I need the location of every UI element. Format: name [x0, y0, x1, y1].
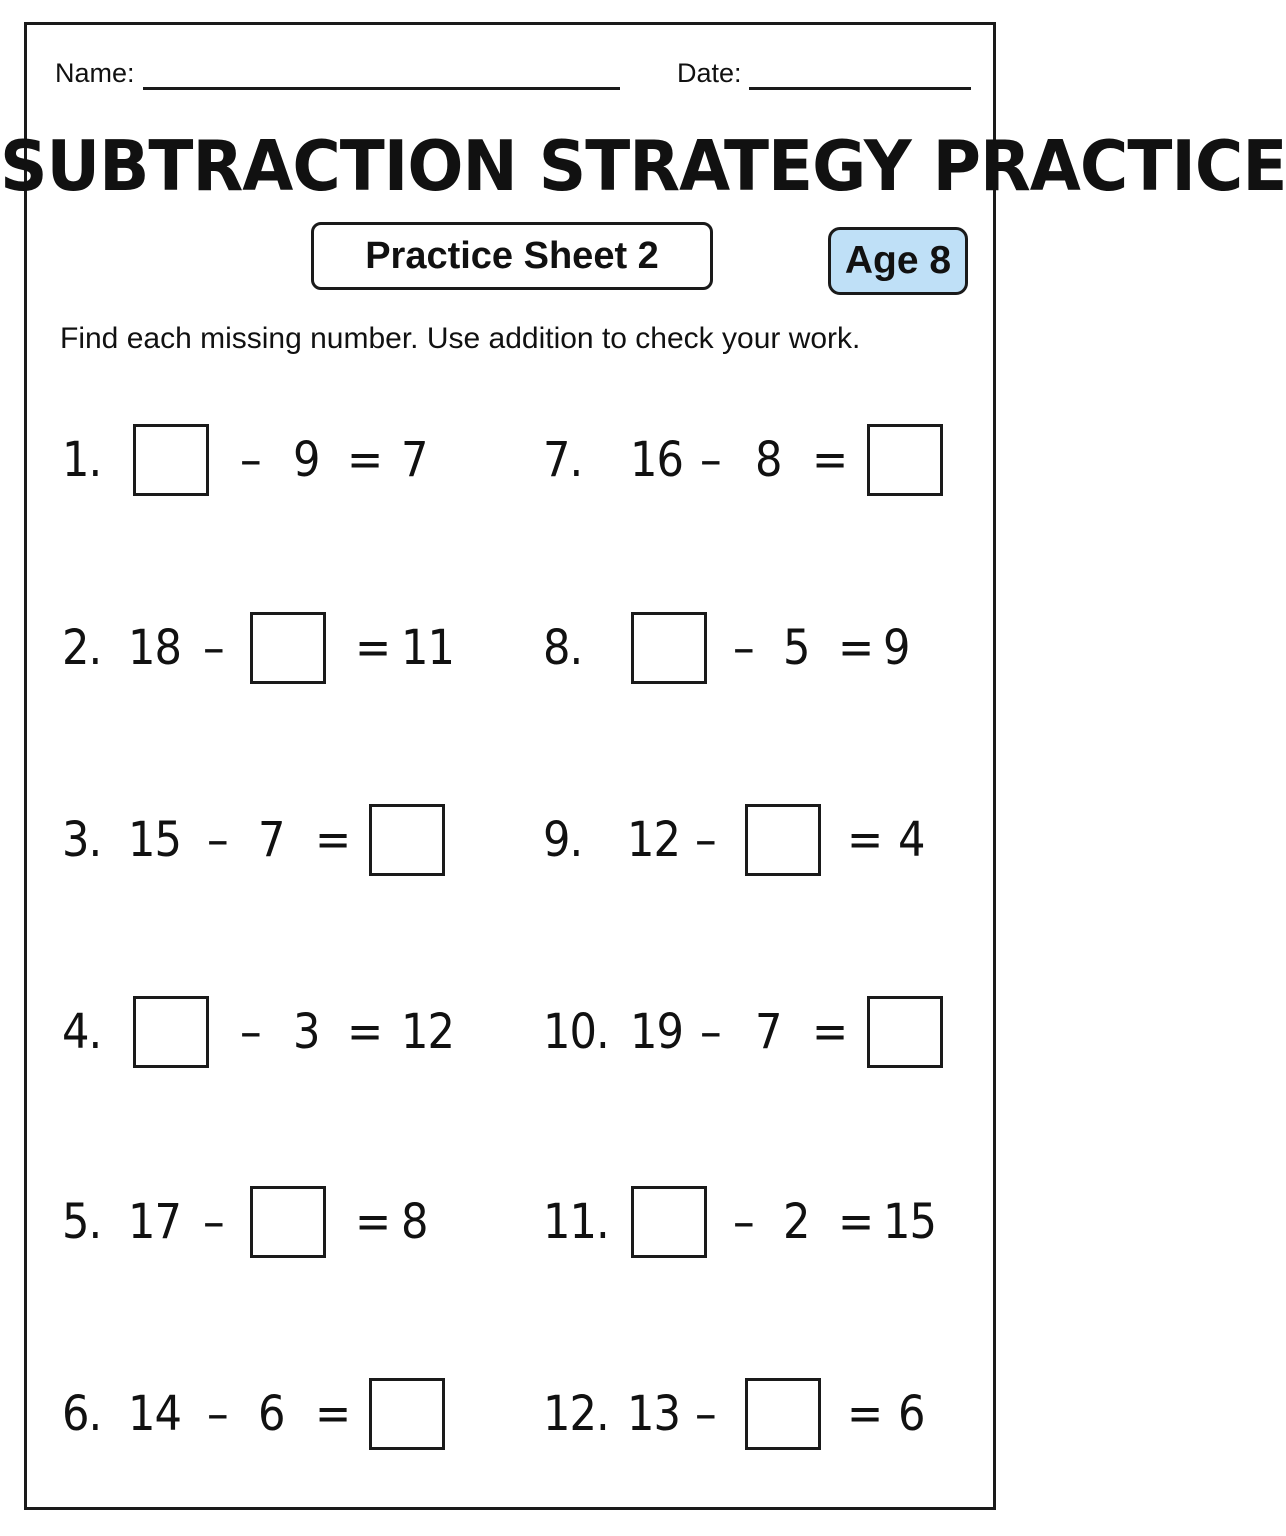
- problem-2-number: 2.: [62, 620, 102, 676]
- problem-10-operand-a: 19: [630, 1004, 683, 1060]
- problem-6-minus-sign: –: [207, 1386, 229, 1442]
- problem-11-minus-sign: –: [733, 1194, 755, 1250]
- date-label: Date:: [677, 58, 742, 88]
- problem-12-operand-c: 6: [898, 1386, 925, 1442]
- problem-9-answer-box[interactable]: [745, 804, 821, 876]
- problem-2-operand-c: 11: [401, 620, 454, 676]
- problem-7-operand-b: 8: [755, 432, 782, 488]
- problem-1-number: 1.: [62, 432, 102, 488]
- problem-4-equals-sign: =: [347, 1004, 384, 1060]
- problem-12-answer-box[interactable]: [745, 1378, 821, 1450]
- problem-4-answer-box[interactable]: [133, 996, 209, 1068]
- problem-2-equals-sign: =: [355, 620, 392, 676]
- problem-10-equals-sign: =: [812, 1004, 849, 1060]
- problem-7-answer-box[interactable]: [867, 424, 943, 496]
- problem-3-operand-a: 15: [128, 812, 181, 868]
- problem-7-minus-sign: –: [700, 432, 722, 488]
- problem-11-answer-box[interactable]: [631, 1186, 707, 1258]
- problem-10-operand-b: 7: [755, 1004, 782, 1060]
- date-line[interactable]: [749, 87, 971, 90]
- problem-5-operand-c: 8: [401, 1194, 428, 1250]
- problem-2-minus-sign: –: [203, 620, 225, 676]
- problem-6-operand-b: 6: [258, 1386, 285, 1442]
- problem-11-operand-c: 15: [883, 1194, 936, 1250]
- problem-7-equals-sign: =: [812, 432, 849, 488]
- problem-7-operand-a: 16: [630, 432, 683, 488]
- practice-sheet-label: Practice Sheet 2: [311, 222, 713, 290]
- problem-1-answer-box[interactable]: [133, 424, 209, 496]
- problem-7-number: 7.: [543, 432, 583, 488]
- problem-10-number: 10.: [543, 1004, 609, 1060]
- problem-2-answer-box[interactable]: [250, 612, 326, 684]
- problem-1-operand-c: 7: [401, 432, 428, 488]
- problem-8-answer-box[interactable]: [631, 612, 707, 684]
- problem-12-number: 12.: [543, 1386, 609, 1442]
- problem-9-equals-sign: =: [847, 812, 884, 868]
- problem-4-minus-sign: –: [240, 1004, 262, 1060]
- problem-11-number: 11.: [543, 1194, 609, 1250]
- problem-8-operand-c: 9: [883, 620, 910, 676]
- problem-8-number: 8.: [543, 620, 583, 676]
- problem-4-operand-b: 3: [293, 1004, 320, 1060]
- problem-11-operand-b: 2: [783, 1194, 810, 1250]
- problem-9-operand-a: 12: [627, 812, 680, 868]
- problem-3-number: 3.: [62, 812, 102, 868]
- problem-6-operand-a: 14: [128, 1386, 181, 1442]
- problem-3-operand-b: 7: [258, 812, 285, 868]
- problem-5-answer-box[interactable]: [250, 1186, 326, 1258]
- page-title: SUBTRACTION STRATEGY PRACTICE: [0, 126, 1286, 207]
- problem-4-number: 4.: [62, 1004, 102, 1060]
- problem-1-equals-sign: =: [347, 432, 384, 488]
- problem-8-minus-sign: –: [733, 620, 755, 676]
- problem-10-minus-sign: –: [700, 1004, 722, 1060]
- problem-1-operand-b: 9: [293, 432, 320, 488]
- instructions: Find each missing number. Use addition to check your work.: [60, 322, 861, 355]
- problem-3-equals-sign: =: [315, 812, 352, 868]
- problem-5-equals-sign: =: [355, 1194, 392, 1250]
- problem-6-equals-sign: =: [315, 1386, 352, 1442]
- problem-4-operand-c: 12: [401, 1004, 454, 1060]
- problem-1-minus-sign: –: [240, 432, 262, 488]
- problem-9-minus-sign: –: [695, 812, 717, 868]
- problem-12-operand-a: 13: [627, 1386, 680, 1442]
- problem-8-operand-b: 5: [783, 620, 810, 676]
- problem-3-answer-box[interactable]: [369, 804, 445, 876]
- problem-6-number: 6.: [62, 1386, 102, 1442]
- problem-5-number: 5.: [62, 1194, 102, 1250]
- problem-9-number: 9.: [543, 812, 583, 868]
- problem-5-minus-sign: –: [203, 1194, 225, 1250]
- problem-10-answer-box[interactable]: [867, 996, 943, 1068]
- problem-12-minus-sign: –: [695, 1386, 717, 1442]
- problem-3-minus-sign: –: [207, 812, 229, 868]
- name-line[interactable]: [143, 87, 620, 90]
- problem-12-equals-sign: =: [847, 1386, 884, 1442]
- problem-6-answer-box[interactable]: [369, 1378, 445, 1450]
- problem-5-operand-a: 17: [128, 1194, 181, 1250]
- problem-11-equals-sign: =: [838, 1194, 875, 1250]
- problem-2-operand-a: 18: [128, 620, 181, 676]
- problem-8-equals-sign: =: [838, 620, 875, 676]
- name-label: Name:: [55, 58, 135, 88]
- problem-9-operand-c: 4: [898, 812, 925, 868]
- age-badge: Age 8: [828, 227, 968, 295]
